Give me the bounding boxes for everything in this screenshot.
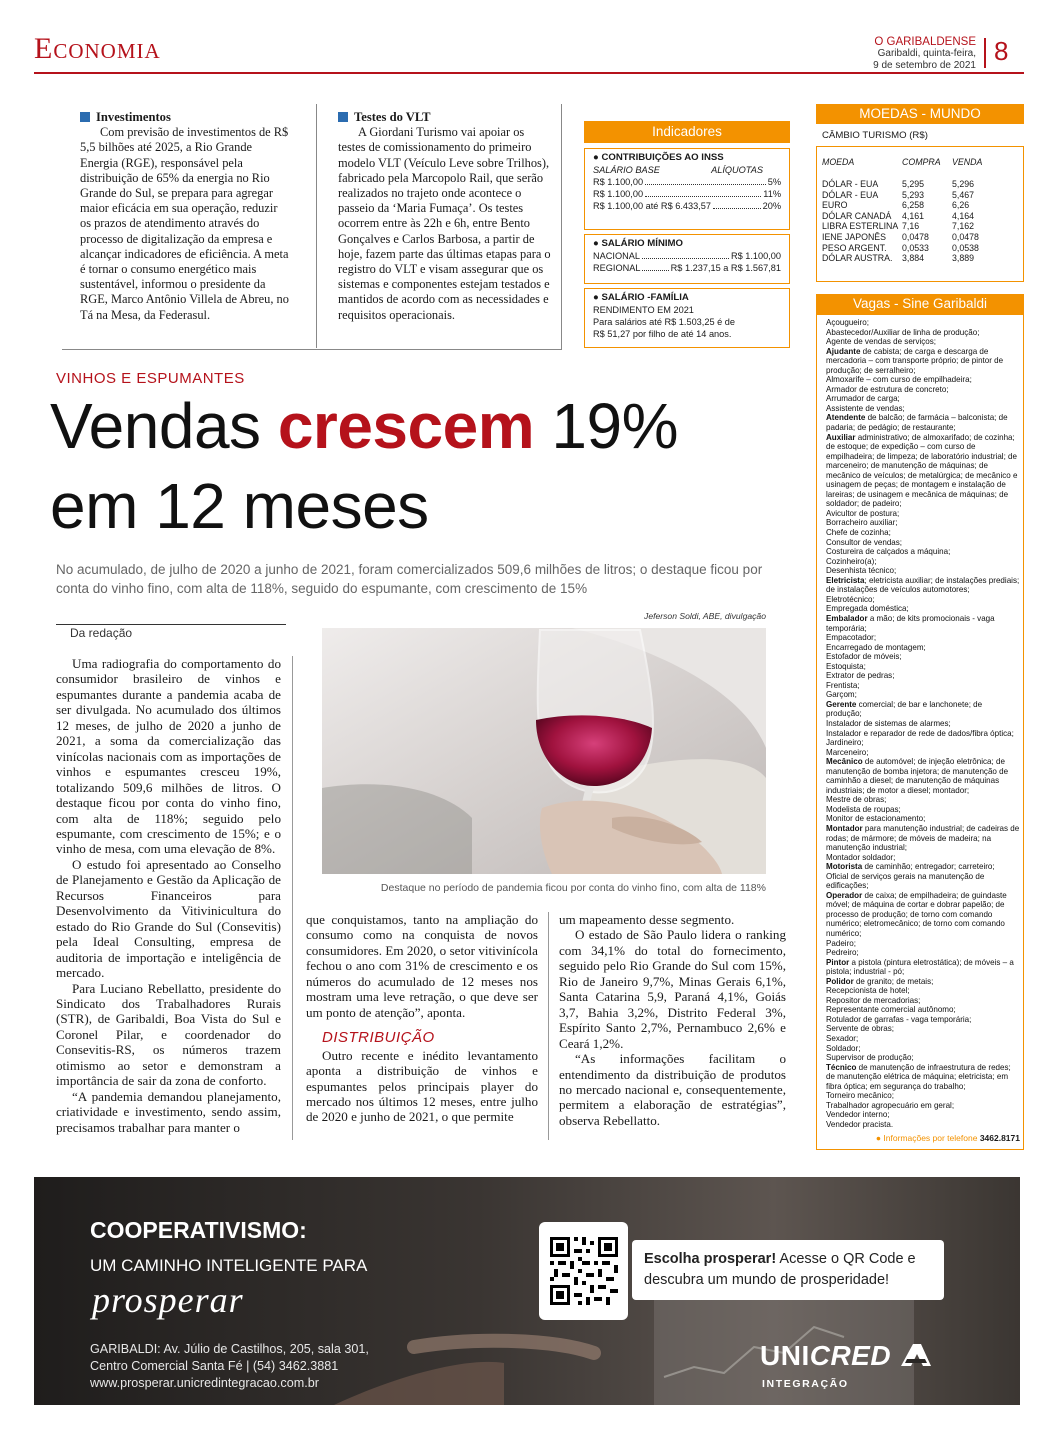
article-column-2: [306, 912, 538, 1125]
issue-date: [800, 48, 976, 71]
salario-minimo-title: ● SALÁRIO MÍNIMO: [593, 238, 684, 249]
vaga-item: Açougueiro;: [826, 318, 869, 327]
article-photo: [322, 628, 766, 874]
article-paragraph: O estado de São Paulo lidera o ranking com 34,1% do total do fornecimento, seguido pelo Rio Grande do Sul com 15%, Rio de Janeiro 9,7%, Minas Gerais 6,1%, Santa Catarina 5,9, Paraná 4,1%, Goiás 3,7, Bahia 3,2%, Distrito Federal 3%, Espírito Santo 2,7%, Pernambuco 2,6% e Ceará 1,2%.: [559, 927, 786, 1051]
headline-highlight: crescem: [277, 390, 535, 462]
vaga-item: Polidor de granito; de metais;: [826, 976, 934, 986]
vaga-item: Mecânico de automóvel; de injeção eletrônica; de manutenção de bomba injetora; de manutenção de caminhão a diesel; de manutenção de máquinas industriais; de motor a diesel; montador;: [826, 757, 1009, 795]
bullet-square-icon: [80, 112, 90, 122]
vaga-item: Monitor de estacionamento;: [826, 814, 926, 824]
note-vlt-text: A Giordani Turismo vai apoiar os testes de comissionamento do primeiro modelo VLT (Veículo Leve sobre Trilhos), fabricado pela Marcopolo Rail, que serão realizados no trajeto onde acontece o passeio da ‘Maria Fumaça’. Os testes ocorrem entre às 22h e 6h, entre Bento Gonçalves e Carlos Barbosa, a partir de hoje, fazem parte das últimas etapas para o registro do VLT e visam assegurar que os sistemas e componentes estejam testados e mantidos de acordo com as necessidades e requisitos operacionais.: [338, 125, 551, 322]
article-paragraph: “As informações facilitam o entendimento da distribuição de produtos no mercado nacional e, consequentemente, permitem a elaboração de estratégias”, observa Rebellatto.: [559, 1051, 786, 1128]
vagas-list: [826, 318, 1020, 1129]
vaga-item: Sexador;: [826, 1034, 859, 1044]
ad-address-line: GARIBALDI: Av. Júlio de Castilhos, 205, sala 301,: [90, 1342, 369, 1356]
vaga-item: Padeiro;: [826, 938, 856, 948]
salario-familia-title: ● SALÁRIO -FAMÍLIA: [593, 292, 689, 303]
inss-row: R$ 1.100,00 11%: [593, 189, 781, 199]
byline-divider: [56, 624, 286, 625]
photo-caption: Destaque no período de pandemia ficou por conta do vinho fino, com alta de 118%: [380, 882, 766, 894]
vaga-item: Pintor a pistola (pintura eletrostática); de móveis – a pistola; industrial - pó;: [826, 957, 1014, 977]
inss-col-rate: ALÍQUOTAS: [711, 165, 763, 175]
inss-box: [584, 148, 790, 230]
ad-cta-bold: Escolha prosperar!: [644, 1251, 777, 1267]
vaga-item: Oficial de serviços gerais na manutenção de edificações;: [826, 871, 985, 891]
article-deck: No acumulado, de julho de 2020 a junho de 2021, foram comercializados 509,6 milhões de litros; o destaque ficou por conta do vinho fino, com alta de 118%, seguido do espumante, com crescimento de 15%: [56, 562, 763, 596]
headline-part: Vendas: [50, 390, 278, 462]
vagas-title: Vagas - Sine Garibaldi: [816, 294, 1024, 314]
inss-title: ● CONTRIBUIÇÕES AO INSS: [593, 152, 724, 163]
vaga-item: Chefe de cozinha;: [826, 528, 891, 538]
moedas-col-moeda: MOEDA: [822, 157, 855, 167]
ad-script-word: prosperar: [92, 1280, 244, 1320]
logo-part: CRED: [809, 1340, 892, 1371]
salario-familia-line: RENDIMENTO EM 2021: [593, 305, 694, 315]
vaga-item: Técnico de manutenção de infraestrutura de redes; de manutenção elétrica de máquina; eletricista; em fibra óptica; em segurança do trabalho;: [826, 1062, 1011, 1091]
vaga-item: Representante comercial autônomo;: [826, 1005, 956, 1015]
article-column-3: [559, 912, 786, 1128]
vaga-item: Modelista de roupas;: [826, 804, 901, 814]
indicadores-title: Indicadores: [584, 121, 790, 143]
moedas-row: DÓLAR AUSTRA. 3,884 3,889: [822, 253, 975, 264]
wine-glass-photo: [322, 628, 766, 874]
vaga-item: Torneiro mecânico;: [826, 1091, 894, 1101]
ad-address: [90, 1341, 369, 1392]
vaga-item: Extrator de pedras;: [826, 671, 895, 681]
vaga-item: Estoquista;: [826, 661, 866, 671]
article-column-1: [56, 656, 281, 1135]
vaga-item: Garçom;: [826, 690, 857, 700]
vaga-item: Eletrotécnico;: [826, 594, 875, 604]
moedas-row: LIBRA ESTERLINA 7,16 7,162: [822, 221, 975, 232]
vaga-item: Atendente de balcão; de farmácia – balconista; de padaria; de pedágio; de restaurante;: [826, 413, 1008, 433]
column-rule: [292, 656, 293, 1140]
salario-familia-line: Para salários até R$ 1.503,25 é de: [593, 317, 735, 327]
vaga-item: Gerente comercial; de bar e lanchonete; de produção;: [826, 699, 983, 719]
salario-familia-line: R$ 51,27 por filho de até 14 anos.: [593, 329, 732, 339]
unicred-logo: [760, 1340, 933, 1372]
vaga-item: Frentista;: [826, 680, 860, 690]
vaga-item: Ajudante de cabista; de carga e descarga de mercadoria – com transporte próprio; de pintor de produção; de serralheiro;: [826, 346, 1004, 375]
moedas-row: DÓLAR - EUA 5,293 5,467: [822, 189, 975, 200]
moedas-row: DÓLAR CANADÁ 4,161 4,164: [822, 210, 975, 221]
vaga-item: Consultor de vendas;: [826, 537, 903, 547]
vaga-item: Operador de caixa; de empilhadeira; de guindaste móvel; de máquina de cortar e dobrar papelão; de processo de produção; de torno com comando numérico; eletromecânico; de torno com comando numérico;: [826, 890, 1007, 938]
note-investimentos-text: Com previsão de investimentos de R$ 5,5 bilhões até 2025, a Rio Grande Energia (RGE), responsável pela distribuição de 65% da energia no Rio Grande do Sul, se prepara para agregar maior eficácia em sua operação, reduzir os prazos de atendimento através do processo de digitalização da empresa e alcançar indicadores de eficiência. A meta é tornar o consumo energético mais sustentável, informou o presidente da RGE, Marco Antônio Villela de Abreu, no Tá na Mesa, da Federasul.: [80, 125, 289, 322]
vaga-item: Empacotador;: [826, 633, 877, 643]
vaga-item: Marceneiro;: [826, 747, 869, 757]
vaga-item: Mestre de obras;: [826, 795, 887, 805]
vaga-item: Motorista de caminhão; entregador; carreteiro;: [826, 862, 995, 872]
inss-col-base: SALÁRIO BASE: [593, 165, 660, 175]
vaga-item: Jardineiro;: [826, 738, 864, 748]
page-number-separator: [984, 38, 986, 68]
ad-cta-line-1: [644, 1249, 932, 1270]
section-title: Economia: [34, 32, 161, 65]
vaga-item: Armador de estrutura de concreto;: [826, 384, 949, 394]
article-paragraph: um mapeamento desse segmento.: [559, 912, 735, 927]
article-paragraph: Uma radiografia do comportamento do consumidor brasileiro de vinhos e espumantes durante a pandemia acaba de ser divulgada. No acumulado dos últimos 12 meses, de julho de 2020 a junho de 2021, a soma da comercialização das vinícolas nacionais com as importações de vinhos e espumantes cresceu 19%, totalizando 509,6 milhões de litros. O destaque ficou por conta do vinho fino, com alta de 118%; seguido pelo espumante, com crescimento de 15%; e o vinho de mesa, com uma elevação de 8%.: [56, 656, 281, 857]
article-byline: Da redação: [70, 626, 133, 640]
article-paragraph: “A pandemia demandou planejamento, criatividade e investimento, sendo assim, precisamos trabalhar para manter o: [56, 1088, 281, 1135]
salario-familia-box: [584, 288, 790, 348]
headline-part: 19%: [534, 390, 678, 462]
vaga-item: Desenhista técnico;: [826, 566, 897, 576]
notes-divider: [316, 104, 317, 348]
ad-title: COOPERATIVISMO:: [90, 1217, 307, 1243]
moedas-header-row: [822, 157, 1018, 179]
column-rule: [548, 912, 549, 1140]
vaga-item: Arrumador de carga;: [826, 394, 900, 404]
vagas-footer-phone: 3462.8171: [979, 1133, 1020, 1143]
moedas-col-venda: VENDA: [952, 157, 983, 167]
vaga-item: Assistente de vendas;: [826, 403, 905, 413]
vaga-item: Eletricista; eletricista auxiliar; de instalações prediais; de instalações de veículos automotores;: [826, 575, 1020, 595]
photo-credit: Jeferson Soldi, ABE, divulgação: [644, 611, 766, 621]
vagas-footer: [820, 1133, 1020, 1143]
vaga-item: Recepcionista de hotel;: [826, 986, 910, 996]
ad-cta-line-2: descubra um mundo de prosperidade!: [644, 1272, 890, 1288]
vaga-item: Montador para manutenção industrial; de cadeiras de rodas; de mármore; de móveis de madeira; na manutenção industrial;: [826, 823, 1020, 853]
bullet-square-icon: [338, 112, 348, 122]
issue-date-line-2: 9 de setembro de 2021: [873, 59, 976, 71]
article-paragraph: Outro recente e inédito levantamento aponta a distribuição de vinhos e espumantes pelos principais player do mercado nos últimos 12 meses, entre julho de 2020 e junho de 2021, o que permite: [306, 1047, 538, 1125]
vaga-item: Almoxarife – com curso de empilhadeira;: [826, 375, 972, 385]
article-paragraph: O estudo foi apresentado ao Conselho de Planejamento e Gestão da Aplicação de Recursos Financeiros para Desenvolvimento da Vitivinicultura do estado do Rio Grande do Sul (Consevitis) pela Ideal Consulting, empresa de auditoria de importação e inteligência de mercado.: [56, 856, 281, 981]
salario-minimo-box: [584, 234, 790, 284]
vaga-item: Servente de obras;: [826, 1024, 894, 1034]
vaga-item: Instalador de sistemas de alarmes;: [826, 718, 951, 728]
vaga-item: Supervisor de produção;: [826, 1053, 914, 1063]
page-number: 8: [994, 36, 1009, 66]
ad-website-link[interactable]: www.prosperar.unicredintegracao.com.br: [90, 1376, 319, 1390]
moedas-row: EURO 6,258 6,26: [822, 200, 970, 211]
moedas-row: IENE JAPONÊS 0,0478 0,0478: [822, 231, 979, 242]
inss-row: R$ 1.100,00 5%: [593, 177, 781, 187]
logo-part: UNI: [760, 1340, 810, 1371]
vaga-item: Empregada doméstica;: [826, 604, 909, 614]
article-paragraph: Para Luciano Rebellatto, presidente do Sindicato dos Trabalhadores Rurais (STR), de Garibaldi, Boa Vista do Sul e Coronel Pilar, e coordenador do Consevitis-RS, os números trazem otimismo ao setor e demonstram a importância de sair da zona de conforto.: [56, 980, 281, 1089]
vaga-item: Vendedor interno;: [826, 1110, 890, 1120]
moedas-title: MOEDAS - MUNDO: [816, 104, 1024, 124]
salario-minimo-row: REGIONAL R$ 1.237,15 a R$ 1.567,81: [593, 263, 781, 273]
vaga-item: Instalador e reparador de rede de dados/fibra óptica;: [826, 728, 1014, 738]
article-subhead: DISTRIBUIÇÃO: [322, 1029, 435, 1047]
vaga-item: Avicultor de postura;: [826, 508, 900, 518]
header-divider: [34, 72, 1024, 74]
inss-row: R$ 1.100,00 até R$ 6.433,57 20%: [593, 201, 781, 211]
moedas-col-compra: COMPRA: [902, 157, 941, 167]
vaga-item: Pedreiro;: [826, 948, 859, 958]
unicred-mark-icon: [899, 1342, 933, 1368]
paper-name: O GARIBALDENSE: [874, 36, 976, 48]
vaga-item: Costureira de calçados a máquina;: [826, 547, 951, 557]
vaga-item: Abastecedor/Auxiliar de linha de produção;: [826, 327, 980, 337]
article-headline: [50, 386, 810, 546]
moedas-table: [822, 157, 1018, 264]
note-investimentos: [80, 110, 290, 323]
vaga-item: Cozinheiro(a);: [826, 556, 877, 566]
salario-minimo-row: NACIONAL R$ 1.100,00: [593, 251, 781, 261]
vaga-item: Embalador a mão; de kits promocionais - vaga temporária;: [826, 613, 995, 633]
ad-cta: [632, 1240, 944, 1300]
ad-address-line: Centro Comercial Santa Fé | (54) 3462.3881: [90, 1359, 339, 1373]
vaga-item: Rotulador de garrafas - vaga temporária;: [826, 1014, 972, 1024]
ad-cta-text: Acesse o QR Code e: [776, 1251, 916, 1267]
vaga-item: Auxiliar administrativo; de almoxarifado; de cozinha; de estoque; de expedição – com curso de empilhadeira; de limpeza; de laboratório industrial; de marceneiro; de manutenção de máquinas; de mecânico de veículos; de metalúrgica; de mecânico e usinagem de peças; de montagem e instalação de lareiras; de usinagem e mecânica de máquinas; de soldador; de padeiro;: [826, 432, 1018, 509]
note-vlt: [338, 110, 553, 323]
vaga-item: Repositor de mercadorias;: [826, 995, 921, 1005]
article-kicker: VINHOS E ESPUMANTES: [56, 370, 245, 387]
ad-subtitle: UM CAMINHO INTELIGENTE PARA: [90, 1256, 368, 1275]
qr-code-icon: [539, 1222, 628, 1320]
headline-part: em 12 meses: [50, 470, 429, 542]
vaga-item: Encarregado de montagem;: [826, 642, 926, 652]
vaga-item: Estofador de móveis;: [826, 652, 902, 662]
vaga-item: Montador soldador;: [826, 852, 896, 862]
note-investimentos-title: Investimentos: [80, 110, 290, 125]
issue-date-line-1: Garibaldi, quinta-feira,: [877, 48, 976, 59]
vaga-item: Trabalhador agropecuário em geral;: [826, 1100, 955, 1110]
note-vlt-title: Testes do VLT: [338, 110, 553, 125]
vaga-item: Agente de vendas de serviços;: [826, 337, 937, 347]
vaga-item: Soldador;: [826, 1043, 861, 1053]
vaga-item: Borracheiro auxiliar;: [826, 518, 898, 528]
qr-code[interactable]: [539, 1222, 628, 1320]
inss-header: [593, 164, 781, 176]
article-paragraph: que conquistamos, tanto na ampliação do consumo como na conquista de novos consumidores. Em 2020, o setor vitivinícola fechou o ano com 31% de crescimento e os números do acumulado de 12 meses nos mostram uma leve retração, o que deve ser um ponto de atenção”, aponta.: [306, 912, 538, 1020]
unicred-logo-subtitle: INTEGRAÇÃO: [762, 1378, 849, 1390]
moedas-row: PESO ARGENT. 0,0533 0,0538: [822, 242, 979, 253]
vagas-footer-label: ● Informações por telefone: [875, 1133, 978, 1143]
vaga-item: Vendedor pracista.: [826, 1119, 894, 1129]
moedas-subtitle: CÂMBIO TURISMO (R$): [822, 130, 928, 141]
moedas-row: DÓLAR - EUA 5,295 5,296: [822, 179, 975, 189]
